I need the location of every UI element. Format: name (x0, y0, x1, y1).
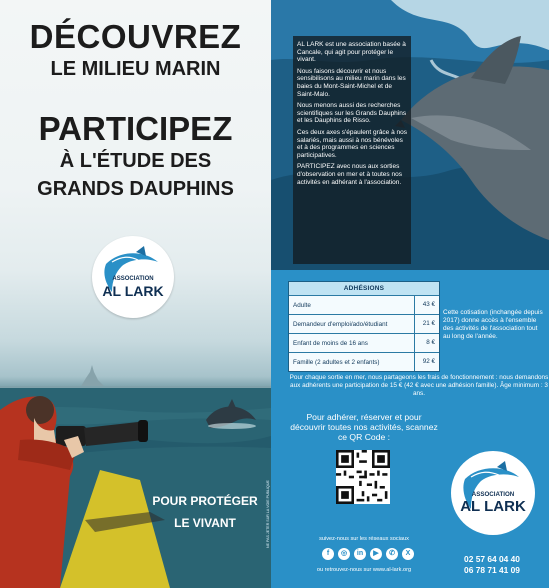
row-label: Famille (2 adultes et 2 enfants) (293, 358, 380, 366)
title-decouvrez: DÉCOUVREZ (29, 18, 242, 55)
legal-notice: NE PAS JETER SUR LA VOIE PUBLIQUE (266, 480, 270, 548)
row-value: 92 € (414, 353, 439, 371)
phone-2[interactable]: 06 78 71 41 09 (464, 565, 520, 575)
about-paragraph: Ces deux axes s'épaulent grâce à nos salariés, mais aussi à nos bénévoles et à des programmes en sciences participatives. (297, 128, 408, 159)
logo-al-lark-label: AL LARK (460, 498, 526, 515)
right-panel (271, 0, 549, 588)
association-logo-large (451, 451, 535, 535)
row-value: 21 € (414, 315, 439, 333)
adhesions-title: ADHÉSIONS (289, 282, 439, 295)
tagline-proteger: POUR PROTÉGER (152, 494, 258, 508)
about-text-box (293, 36, 411, 264)
title-participez: PARTICIPEZ (38, 110, 233, 147)
cotisation-note: Cette cotisation (inchangée depuis 2017) donne accès à l'ensemble des activités de l'association tout au long de l'année. (443, 309, 543, 340)
linkedin-icon[interactable]: in (354, 548, 366, 560)
title-etude-des: À L'ÉTUDE DES (59, 150, 212, 172)
instagram-icon[interactable]: ◎ (338, 548, 350, 560)
title-milieu-marin: LE MILIEU MARIN (50, 58, 221, 80)
about-paragraph: AL LARK est une association basée à Cancale, qui agit pour protéger le vivant. (297, 41, 406, 64)
about-paragraph: Nous faisons découvrir et nous sensibilisons au milieu marin dans les baies du Mont-Saint-Michel et de Saint-Malo. (297, 67, 406, 98)
tagline-vivant: LE VIVANT (174, 516, 236, 530)
table-row (289, 352, 439, 371)
qr-code[interactable] (336, 450, 390, 504)
whatsapp-icon[interactable]: ✆ (386, 548, 398, 560)
frais-note: Pour chaque sortie en mer, nous partageons les frais de fonctionnement : nous demandons aux adhérents une participation de 15 € (42 € avec une adhésion famille). Âge minimum : 3 ans. (289, 374, 549, 398)
x-icon[interactable]: X (402, 548, 414, 560)
logo-association-label: ASSOCIATION (112, 276, 154, 282)
row-label: Demandeur d'emploi/ado/étudiant (293, 320, 388, 328)
youtube-icon[interactable]: ▶ (370, 548, 382, 560)
association-logo (92, 236, 174, 318)
logo-association-label: ASSOCIATION (471, 491, 515, 498)
left-panel (0, 0, 271, 588)
title-grands-dauphins: GRANDS DAUPHINS (37, 178, 234, 200)
adhesions-table (288, 281, 440, 372)
logo-al-lark-label: AL LARK (102, 283, 164, 299)
social-icons (313, 548, 423, 564)
row-value: 8 € (414, 334, 439, 352)
website-text: ou retrouvez-nous sur www.al-lark.org (316, 567, 412, 573)
table-row (289, 333, 439, 352)
adherer-text: Pour adhérer, réserver et pour découvrir toutes nos activités, scannez ce QR Code : (290, 412, 438, 442)
phone-numbers (449, 554, 535, 576)
table-row (289, 295, 439, 314)
row-label: Adulte (293, 301, 311, 309)
facebook-icon[interactable]: f (322, 548, 334, 560)
row-value: 43 € (414, 296, 439, 314)
row-label: Enfant de moins de 16 ans (293, 339, 368, 347)
social-follow-label: suivez-nous sur les réseaux sociaux (319, 536, 409, 542)
about-paragraph: Nous menons aussi des recherches scientifiques sur les Grands Dauphins et les Dauphins de Risso. (297, 102, 407, 125)
phone-1[interactable]: 02 57 64 04 40 (464, 554, 520, 564)
table-row (289, 314, 439, 333)
about-paragraph: PARTICIPEZ avec nous aux sorties d'observation en mer et à toutes nos activités en adhérant à l'association. (297, 163, 402, 186)
